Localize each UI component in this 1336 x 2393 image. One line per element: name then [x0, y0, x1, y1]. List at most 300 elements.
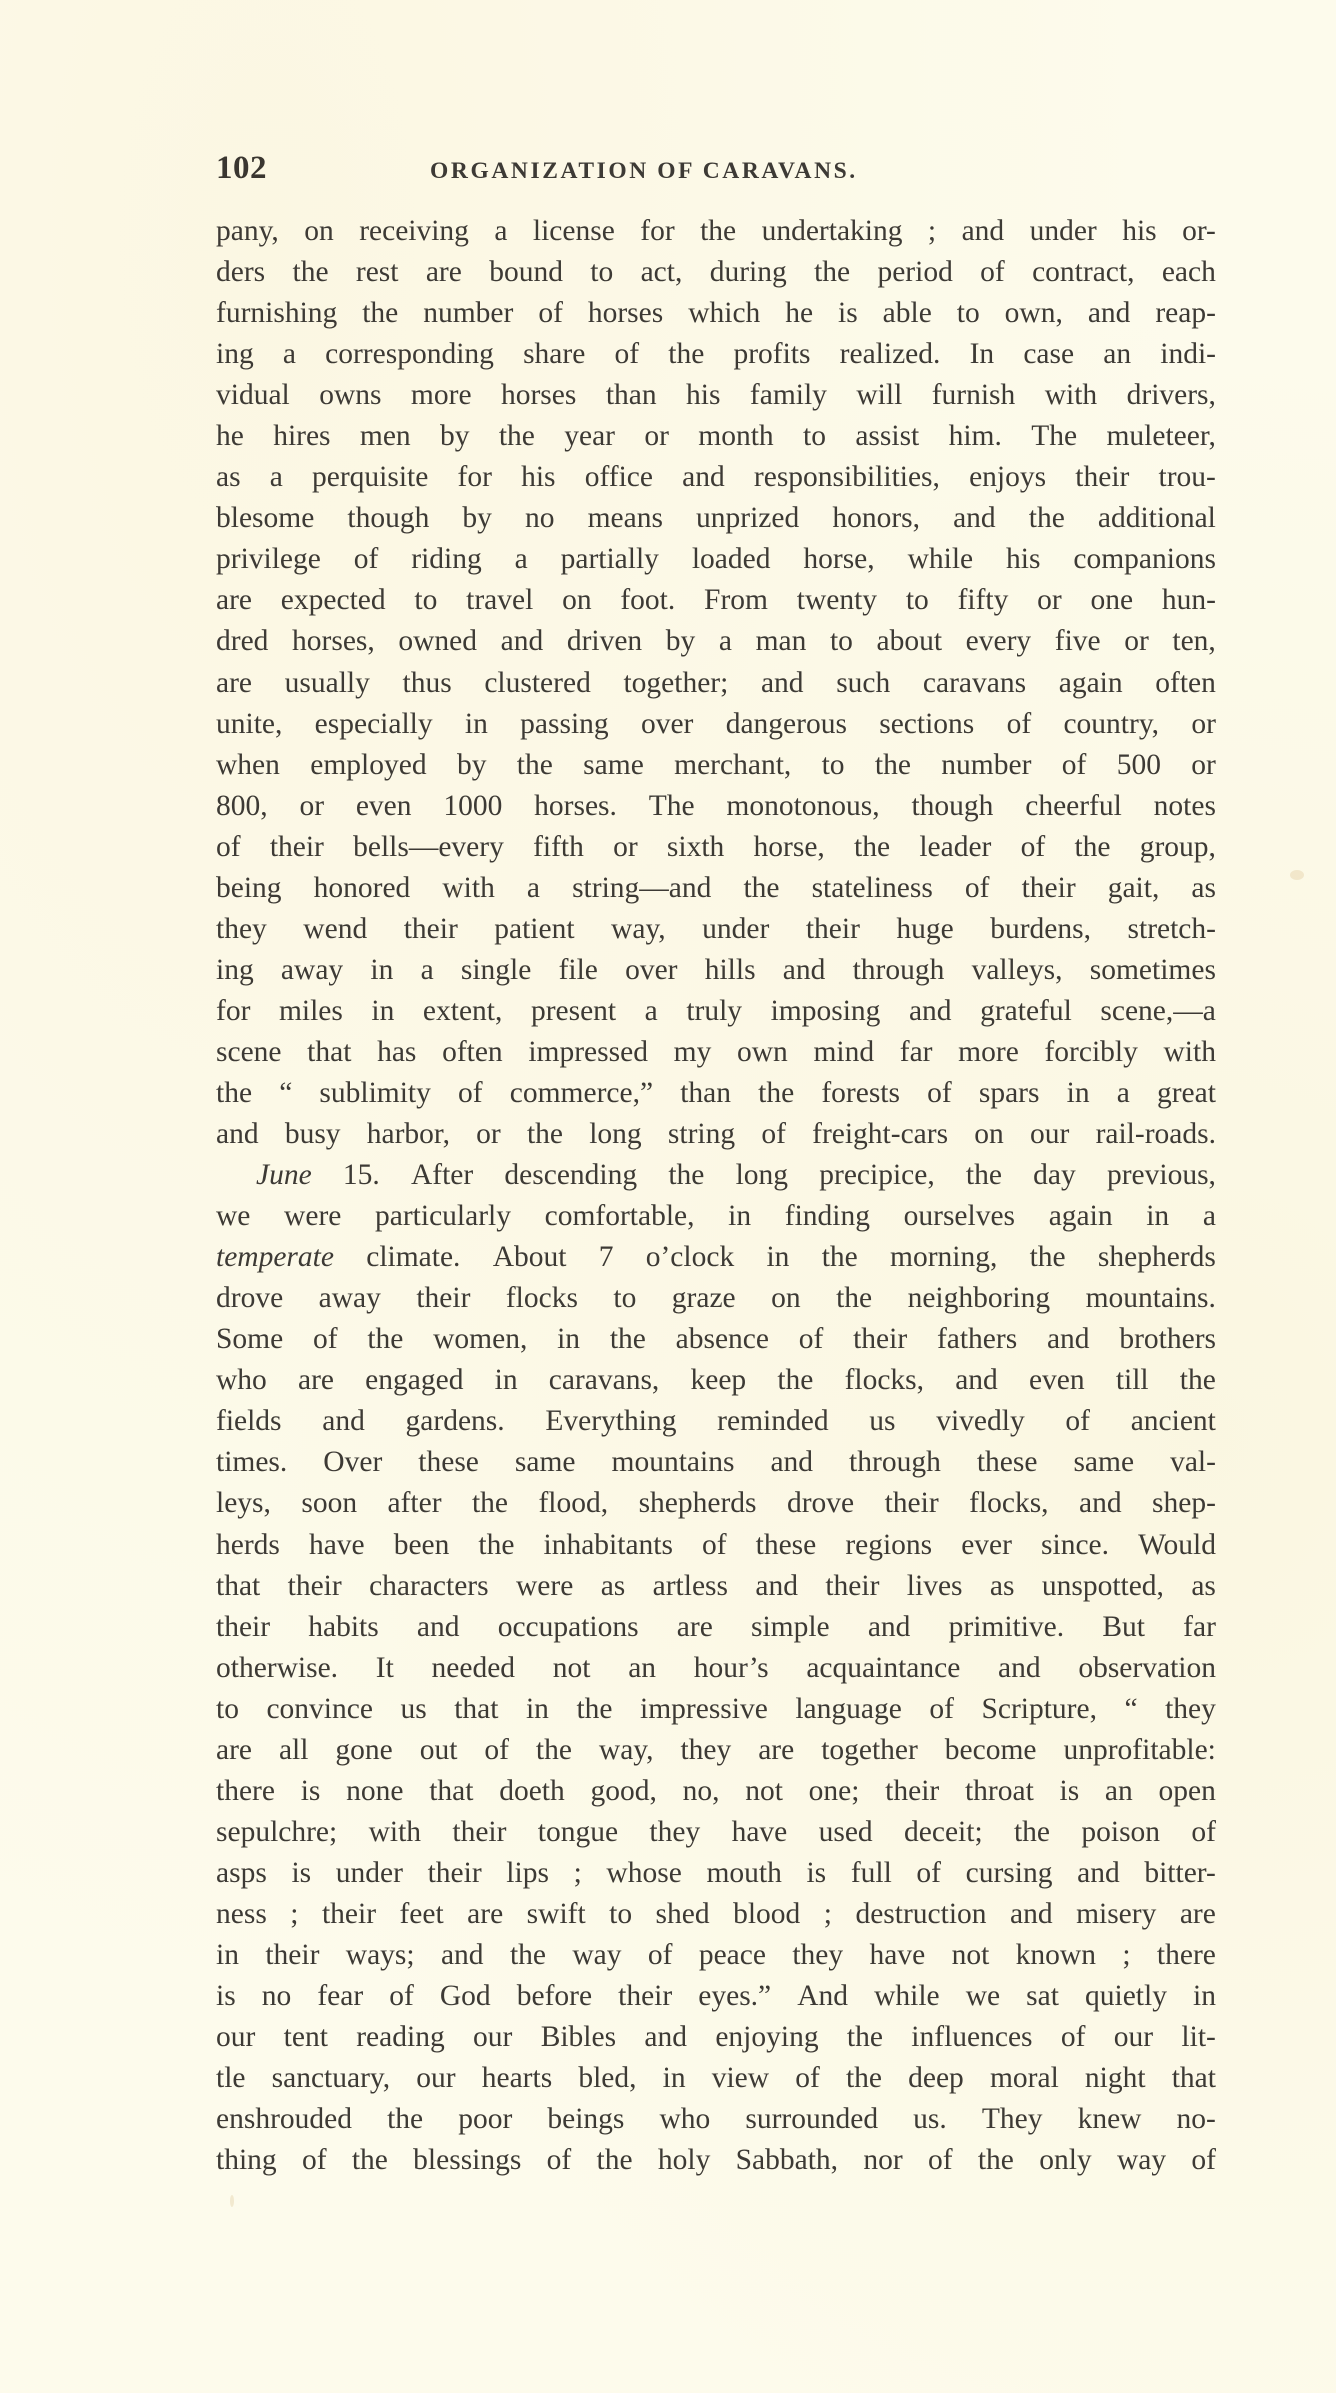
word: single — [460, 953, 532, 986]
word: and — [782, 953, 826, 986]
word: keep — [690, 1364, 747, 1397]
word: simple — [750, 1610, 830, 1643]
word: and — [1079, 1487, 1122, 1520]
word: unprofitable: — [1063, 1733, 1216, 1766]
word: ders — [216, 256, 266, 289]
word: precipice, — [819, 1159, 935, 1192]
word: these — [976, 1446, 1038, 1479]
word: of — [1191, 1815, 1216, 1848]
word: on — [304, 215, 334, 247]
word: leader — [919, 830, 992, 863]
word: ness — [216, 1897, 267, 1930]
word: previous, — [1106, 1159, 1216, 1192]
word: harbor, — [366, 1118, 450, 1151]
word: and — [867, 1610, 911, 1643]
word: our — [1113, 2021, 1154, 2054]
word: will — [856, 379, 903, 412]
word: way — [572, 1938, 622, 1971]
word: leys, — [216, 1487, 271, 1520]
word: to — [590, 256, 614, 289]
word: a — [494, 215, 508, 247]
word: or — [613, 830, 638, 863]
word: when — [216, 748, 280, 781]
word: gardens. — [405, 1405, 505, 1438]
word: monotonous, — [726, 789, 880, 822]
word: a — [1116, 1076, 1130, 1109]
word: to — [216, 1692, 239, 1725]
word: brothers — [1119, 1323, 1216, 1356]
word: with — [1163, 1035, 1216, 1068]
word: case — [1023, 338, 1075, 371]
word: the — [845, 2062, 882, 2095]
text-line — [216, 1155, 1216, 1196]
text-line — [216, 1853, 1216, 1894]
word: clustered — [484, 666, 591, 699]
word: a — [718, 625, 732, 658]
word: are — [297, 1364, 334, 1397]
word: morning, — [890, 1241, 998, 1274]
word: month — [698, 420, 774, 453]
word: eyes.” — [698, 1980, 772, 2013]
word: twenty — [796, 584, 878, 617]
text-line — [216, 1812, 1216, 1853]
word: their — [805, 912, 860, 945]
word: often — [442, 1035, 503, 1068]
word: for — [457, 461, 492, 494]
word: no — [261, 1980, 292, 2013]
word: the — [351, 2144, 388, 2177]
word: were — [284, 1200, 342, 1233]
word: to — [609, 1897, 633, 1930]
word: “ — [279, 1076, 293, 1109]
word: caravans, — [548, 1364, 660, 1397]
word: while — [874, 1980, 940, 2013]
word: responsibilities, — [753, 461, 940, 494]
word: blood — [733, 1897, 801, 1930]
word: and — [682, 461, 725, 494]
word: herds — [216, 1528, 280, 1561]
word: Over — [323, 1446, 383, 1479]
word: or — [1191, 748, 1216, 781]
word: their — [1075, 461, 1130, 494]
word: fathers — [936, 1323, 1018, 1356]
word: string — [667, 1118, 736, 1151]
word: particularly — [375, 1200, 511, 1233]
word: tent — [283, 2021, 328, 2054]
word: of — [916, 1856, 941, 1889]
word: a — [420, 953, 434, 986]
word: during — [709, 256, 787, 289]
word: of — [353, 543, 379, 576]
text-line — [216, 909, 1216, 950]
text-line — [216, 334, 1216, 375]
word: dred — [216, 625, 269, 658]
word: again — [1058, 666, 1123, 699]
word: five — [1054, 625, 1101, 658]
word: long — [735, 1159, 789, 1192]
word: of — [647, 1938, 673, 1971]
text-line — [216, 827, 1216, 868]
word: observation — [1078, 1651, 1216, 1684]
word: stretch- — [1127, 912, 1216, 945]
word: of — [1065, 1405, 1090, 1438]
word: in — [557, 1323, 581, 1356]
word: horses — [500, 379, 577, 412]
word: After — [410, 1159, 474, 1192]
word: corresponding — [325, 338, 494, 371]
text-line — [216, 1976, 1216, 2017]
word: driven — [566, 625, 643, 658]
word: same — [583, 748, 644, 781]
word: by — [456, 748, 487, 781]
word: huge — [896, 912, 954, 945]
text-line — [216, 211, 1216, 252]
word: view — [711, 2062, 770, 2095]
word: sixth — [666, 830, 725, 863]
word: the — [478, 1528, 515, 1561]
text-line — [216, 2017, 1216, 2058]
text-line — [216, 663, 1216, 704]
word: their — [885, 1774, 940, 1807]
word: even — [1028, 1364, 1085, 1397]
text-line — [216, 457, 1216, 498]
word: of — [1006, 707, 1032, 740]
word: an — [1104, 1774, 1133, 1807]
word: the — [1029, 1241, 1066, 1274]
text-line — [216, 868, 1216, 909]
text-line — [216, 2140, 1216, 2181]
word: impressive — [640, 1692, 768, 1725]
word: to — [613, 1282, 637, 1315]
word: employed — [310, 748, 427, 781]
word: soon — [301, 1487, 358, 1520]
word: not — [951, 1938, 990, 1971]
word: rest — [355, 256, 399, 289]
text-line — [216, 1032, 1216, 1073]
word: that — [454, 1692, 499, 1725]
word: expected — [280, 584, 386, 617]
word: truly — [686, 994, 743, 1027]
word: pany, — [216, 215, 279, 247]
word: the — [854, 830, 891, 863]
word: of — [761, 1118, 786, 1151]
text-line — [216, 1237, 1216, 1278]
word: drivers, — [1126, 379, 1216, 412]
word: present — [530, 994, 617, 1027]
word: my — [673, 1035, 712, 1068]
word: as — [1191, 871, 1216, 904]
word: is — [216, 1980, 236, 2013]
word: artless — [652, 1569, 729, 1602]
word: times. — [216, 1446, 288, 1479]
word: for — [216, 994, 251, 1027]
word: finding — [784, 1200, 870, 1233]
word: busy — [284, 1118, 341, 1151]
word: lips — [506, 1856, 549, 1889]
word: blesome — [216, 502, 315, 535]
word: imposing — [770, 994, 881, 1027]
text-line — [216, 1483, 1216, 1524]
text-line — [216, 1689, 1216, 1730]
text-line — [216, 293, 1216, 334]
word: the — [596, 2144, 633, 2177]
word: on — [562, 584, 592, 617]
text-line — [216, 950, 1216, 991]
word: who — [216, 1364, 267, 1397]
word: and — [955, 1364, 998, 1397]
word: are — [216, 584, 253, 617]
text-line — [216, 1319, 1216, 1360]
word: assist — [855, 420, 920, 453]
word: ing — [216, 338, 254, 371]
word: hills — [704, 953, 756, 986]
word: have — [308, 1528, 365, 1561]
word: and — [322, 1405, 365, 1438]
word: moral — [989, 2062, 1059, 2095]
word: impressed — [528, 1035, 648, 1068]
word: temperate — [216, 1241, 334, 1274]
word: since. — [1041, 1528, 1110, 1561]
word: their — [403, 912, 458, 945]
word: the — [362, 297, 399, 330]
word: sepulchre; — [216, 1815, 338, 1848]
text-line — [216, 1648, 1216, 1689]
text-line — [216, 1894, 1216, 1935]
word: and — [908, 994, 952, 1027]
word: thus — [402, 666, 452, 699]
word: own — [736, 1035, 788, 1068]
word: extent, — [422, 994, 503, 1027]
word: owned — [398, 625, 478, 658]
word: shepherds — [638, 1487, 757, 1520]
word: to — [905, 584, 929, 617]
word: have — [869, 1938, 926, 1971]
word: is — [806, 1856, 827, 1889]
word: enjoys — [969, 461, 1047, 494]
word: passing — [520, 707, 609, 740]
word: drove — [216, 1282, 284, 1315]
word: there — [1156, 1938, 1216, 1971]
word: his — [1122, 215, 1157, 247]
text-line — [216, 1401, 1216, 1442]
word: and — [500, 625, 544, 658]
word: an — [1103, 338, 1132, 371]
word: rail-roads. — [1095, 1118, 1216, 1151]
word: of — [1060, 2021, 1086, 2054]
word: valleys, — [971, 953, 1063, 986]
word: than — [680, 1076, 731, 1109]
text-line — [216, 1525, 1216, 1566]
word: to — [829, 625, 853, 658]
word: of — [546, 2144, 572, 2177]
text-line — [216, 786, 1216, 827]
word: or — [1124, 625, 1149, 658]
word: and — [760, 666, 804, 699]
word: or- — [1182, 215, 1216, 247]
word: us. — [913, 2103, 947, 2136]
word: sanctuary, — [271, 2062, 391, 2095]
word: that — [216, 1569, 261, 1602]
word: a — [269, 461, 283, 494]
word: of — [980, 256, 1005, 289]
word: their — [269, 830, 324, 863]
word: often — [1155, 666, 1216, 699]
text-line — [216, 1278, 1216, 1319]
word: patient — [494, 912, 575, 945]
word: they — [680, 1733, 732, 1766]
word: 7 — [598, 1241, 614, 1274]
word: of — [927, 1076, 952, 1109]
word: by — [462, 502, 492, 535]
word: neighboring — [907, 1282, 1051, 1315]
word: climate. — [366, 1241, 461, 1274]
word: and — [961, 215, 1005, 247]
word: a — [514, 543, 528, 576]
word: a — [1202, 1200, 1216, 1233]
word: are — [1179, 1897, 1216, 1930]
word: mountains. — [1085, 1282, 1216, 1315]
word: deep — [908, 2062, 964, 2095]
word: that — [307, 1035, 352, 1068]
word: vidual — [216, 379, 290, 412]
word: flocks, — [969, 1487, 1049, 1520]
word: riding — [411, 543, 482, 576]
page-number: 102 — [216, 150, 267, 186]
word: furnishing — [216, 297, 338, 330]
word: of — [458, 1076, 483, 1109]
word: ; — [1122, 1938, 1131, 1971]
word: of — [301, 2144, 327, 2177]
word: receiving — [359, 215, 469, 247]
word: a — [644, 994, 658, 1027]
word: of — [929, 1692, 954, 1725]
word: of — [1020, 830, 1046, 863]
word: or — [299, 789, 325, 822]
word: horse, — [803, 543, 875, 576]
word: have — [731, 1815, 788, 1848]
word: It — [375, 1651, 394, 1684]
word: though — [911, 789, 994, 822]
word: night — [1084, 2062, 1146, 2095]
word: ourselves — [903, 1200, 1016, 1233]
word: an — [628, 1651, 657, 1684]
word: are — [467, 1897, 504, 1930]
word: the — [216, 1076, 253, 1109]
text-line — [216, 498, 1216, 539]
word: characters — [369, 1569, 489, 1602]
word: descending — [504, 1159, 638, 1192]
word: able — [882, 297, 932, 330]
word: we — [216, 1200, 251, 1233]
word: sublimity — [319, 1076, 431, 1109]
word: with — [442, 871, 495, 904]
word: ing — [216, 953, 254, 986]
text-line — [216, 1607, 1216, 1648]
word: flood, — [538, 1487, 609, 1520]
word: swift — [526, 1897, 586, 1930]
word: of — [1191, 2144, 1216, 2177]
word: one — [1090, 584, 1134, 617]
word: the — [576, 1692, 613, 1725]
word: owns — [319, 379, 382, 412]
word: convince — [266, 1692, 373, 1725]
word: forcibly — [1044, 1035, 1138, 1068]
word: number — [941, 748, 1032, 781]
word: share — [523, 338, 586, 371]
text-line — [216, 1196, 1216, 1237]
word: feet — [399, 1897, 444, 1930]
word: our — [473, 2021, 513, 2054]
word: or — [1037, 584, 1062, 617]
word: asps — [216, 1856, 267, 1889]
word: even — [355, 789, 412, 822]
word: gone — [335, 1733, 393, 1766]
word: about — [876, 625, 943, 658]
word: of — [614, 338, 640, 371]
word: in — [216, 1938, 239, 1971]
word: their — [884, 1487, 939, 1520]
word: away — [280, 953, 344, 986]
word: become — [944, 1733, 1037, 1766]
word: under — [1029, 215, 1097, 247]
word: are — [676, 1610, 713, 1643]
text-line — [216, 991, 1216, 1032]
word: indi- — [1160, 338, 1216, 371]
word: the — [367, 1323, 404, 1356]
word: period — [877, 256, 953, 289]
paper-stain — [1290, 870, 1304, 880]
text-line — [216, 704, 1216, 745]
word: their — [825, 1569, 880, 1602]
word: license — [532, 215, 615, 247]
word: as — [600, 1569, 626, 1602]
word: shep- — [1152, 1487, 1216, 1520]
word: horse, — [753, 830, 825, 863]
word: our — [416, 2062, 456, 2095]
text-line — [216, 621, 1216, 662]
word: the — [821, 1241, 858, 1274]
word: the — [965, 1159, 1002, 1192]
word: misery — [1076, 1897, 1157, 1930]
word: sat — [1026, 1980, 1059, 2013]
word: merchant, — [674, 748, 792, 781]
word: drove — [786, 1487, 855, 1520]
word: in — [662, 2062, 686, 2095]
word: these — [755, 1528, 817, 1561]
word: stateliness — [811, 871, 933, 904]
word: contract, — [1032, 256, 1135, 289]
word: unprized — [696, 502, 800, 535]
word: in — [1066, 1076, 1090, 1109]
word: enjoying — [715, 2021, 819, 2054]
word: God — [439, 1980, 491, 2013]
word: miles — [278, 994, 343, 1027]
word: June — [256, 1159, 312, 1192]
word: they — [792, 1938, 844, 1971]
text-line — [216, 1730, 1216, 1771]
word: their — [618, 1980, 673, 2013]
word: 500 — [1116, 748, 1161, 781]
word: ways; — [345, 1938, 415, 1971]
word: together — [821, 1733, 918, 1766]
word: travel — [466, 584, 534, 617]
word: They — [981, 2103, 1043, 2136]
word: Would — [1138, 1528, 1216, 1561]
word: to — [956, 297, 980, 330]
word: the — [668, 338, 705, 371]
word: string—and — [572, 871, 712, 904]
word: horses — [587, 297, 664, 330]
